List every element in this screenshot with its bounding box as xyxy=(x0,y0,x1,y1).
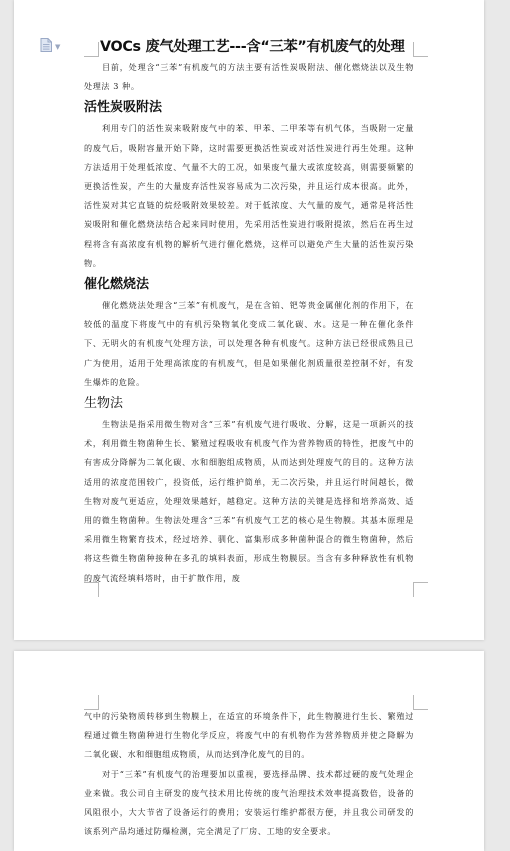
chevron-down-icon: ▼ xyxy=(55,42,61,51)
paragraph-biological-continued: 气中的污染物质转移到生物膜上，在适宜的环境条件下，此生物膜进行生长、繁殖过程通过微生物菌种进行生物化学反应，将废气中的有机物作为营养物质并使之降解为二氧化碳、水和细胞组成物质，从而达到净化废气的目的。 xyxy=(84,711,414,760)
document-menu-button[interactable] xyxy=(40,37,60,56)
section-heading-activated-carbon: 活性炭吸附法 xyxy=(84,100,163,116)
margin-mark-top-right xyxy=(413,42,428,57)
paragraph-conclusion: 对于“三苯”有机废气的治理要加以重视，要选择品牌、技术都过硬的废气处理企业来做。我公司自主研发的废气技术用比传统的废气治理技术效率提高数倍，设备的风阻很小，大大节省了设备运行的费用；安装运行维护都很方便，并且我公司研发的该系列产品均通过防爆检测，完全满足了厂房、工地的安全要求。 xyxy=(84,768,414,837)
document-page-1 xyxy=(14,0,484,640)
document-page-2 xyxy=(14,651,484,851)
margin-mark-bottom-right xyxy=(413,582,428,597)
document-title: VOCs 废气处理工艺---含“三苯”有机废气的处理 xyxy=(100,39,405,55)
paragraph-activated-carbon: 利用专门的活性炭来吸附废气中的苯、甲苯、二甲苯等有机气体，当吸附一定量的废气后，吸附容量开始下降，这时需要更换活性炭或对活性炭进行再生处理。这种方法适用于处理低浓度、气量不大的工况，如果废气量大或浓度较高，则需要频繁的更换活性炭，产生的大量废弃活性炭容易成为二次污染，并且运行成本很高。此外，活性炭对其它直链的烷烃吸附效果较差。对于低浓度、大气量的废气，通常是将活性炭吸附和催化燃烧法结合起来同时使用，先采用活性炭进行吸附提浓，然后在再生过程将含有高浓度有机物的解析气进行催化燃烧，这样可以避免产生大量的活性炭污染物。 xyxy=(84,123,414,268)
document-icon xyxy=(40,37,52,56)
section-heading-biological: 生物法 xyxy=(84,396,124,412)
document-body xyxy=(84,58,414,588)
intro-paragraph: 目前，处理含“三苯”有机废气的方法主要有活性炭吸附法、催化燃烧法以及生物处理法 3 种。 xyxy=(84,62,414,92)
margin-mark-top-right xyxy=(413,695,428,710)
document-body-continued xyxy=(84,707,414,841)
margin-mark-top-left xyxy=(84,42,99,57)
paragraph-biological: 生物法是指采用微生物对含“三苯”有机废气进行吸收、分解，这是一项新兴的技术，利用微生物菌种生长、繁殖过程吸收有机废气作为营养物质的特性，把废气中的有害成分降解为二氧化碳、水和细胞组成物质，从而达到处理废气的目的。这种方法适用的浓度范围较广，投资低，运行维护简单，无二次污染，并且运行时间越长，微生物对废气更适应，处理效果越好，越稳定。这种方法的关键是选择和培养高效、适用的微生物菌种。生物法处理含“三苯”有机废气工艺的核心是生物膜。其基本原理是采用微生物繁育技术，经过培养、驯化、富集形成多种菌种混合的微生物菌种，然后将这些微生物菌种接种在多孔的填料表面，形成生物膜层。当含有多种释放性有机物的废气流经填料塔时，由于扩散作用，废 xyxy=(84,419,414,583)
paragraph-catalytic-combustion: 催化燃烧法处理含“三苯”有机废气，是在含铂、钯等贵金属催化剂的作用下，在较低的温度下将废气中的有机污染物氧化变成二氧化碳、水。这是一种在催化条件下、无明火的有机废气处理方法，可以处理各种有机废气。这种方法已经很成熟且已广为使用，适用于处理高浓度的有机废气，但是如果催化剂质量很差控制不好，有发生爆炸的危险。 xyxy=(84,300,414,387)
section-heading-catalytic-combustion: 催化燃烧法 xyxy=(84,277,150,293)
